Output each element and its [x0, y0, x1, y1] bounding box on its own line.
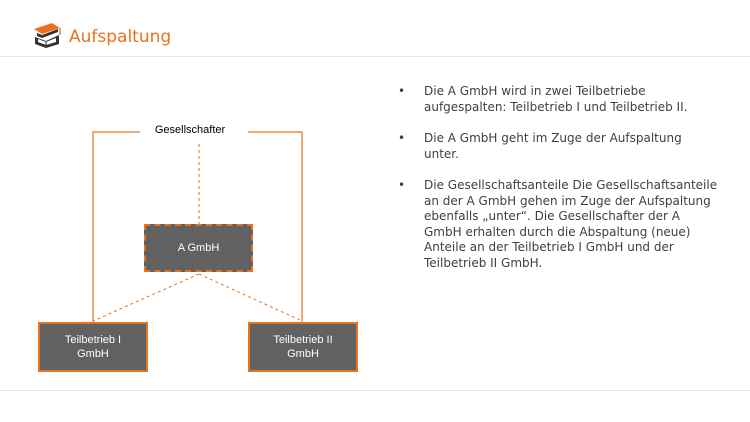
split-arrow-right	[199, 274, 302, 321]
target-company-label-2: Teilbetrieb II GmbH	[273, 334, 333, 360]
target-company-box-2	[248, 322, 358, 372]
shareholder-line-right	[248, 132, 302, 322]
footer-divider	[0, 390, 750, 391]
bullet-dot-icon: •	[398, 131, 406, 145]
bullet-item	[398, 178, 718, 271]
shareholders-label: Gesellschafter	[154, 124, 226, 136]
bullet-item	[398, 84, 718, 115]
target-company-box-1	[38, 322, 148, 372]
bullet-text: Die A GmbH wird in zwei Teilbetriebe aufgespalten: Teilbetrieb I und Teilbetrieb II.	[424, 84, 688, 114]
target-company-label-1: Teilbetrieb I GmbH	[64, 334, 122, 360]
bullet-item	[398, 131, 718, 162]
bullet-list	[398, 84, 718, 287]
shareholder-line-left	[93, 132, 140, 322]
bullet-text: Die A GmbH geht im Zuge der Aufspaltung unter.	[424, 131, 682, 161]
bullet-dot-icon: •	[398, 84, 406, 98]
page-title: Aufspaltung	[69, 27, 172, 47]
source-company-box	[144, 224, 253, 272]
bullet-text: Die Gesellschaftsanteile Die Gesellschaftsanteile an der A GmbH gehen im Zuge der Aufspaltung ebenfalls „unter“. Die Gesellschafter der A GmbH erhalten durch die Abspaltung (neue) Anteile an der Teilbetrieb I GmbH und der Teilbetrieb II GmbH.	[424, 178, 718, 270]
source-company-label: A GmbH	[177, 242, 220, 254]
split-arrow-left	[93, 274, 199, 321]
bullet-dot-icon: •	[398, 178, 406, 192]
